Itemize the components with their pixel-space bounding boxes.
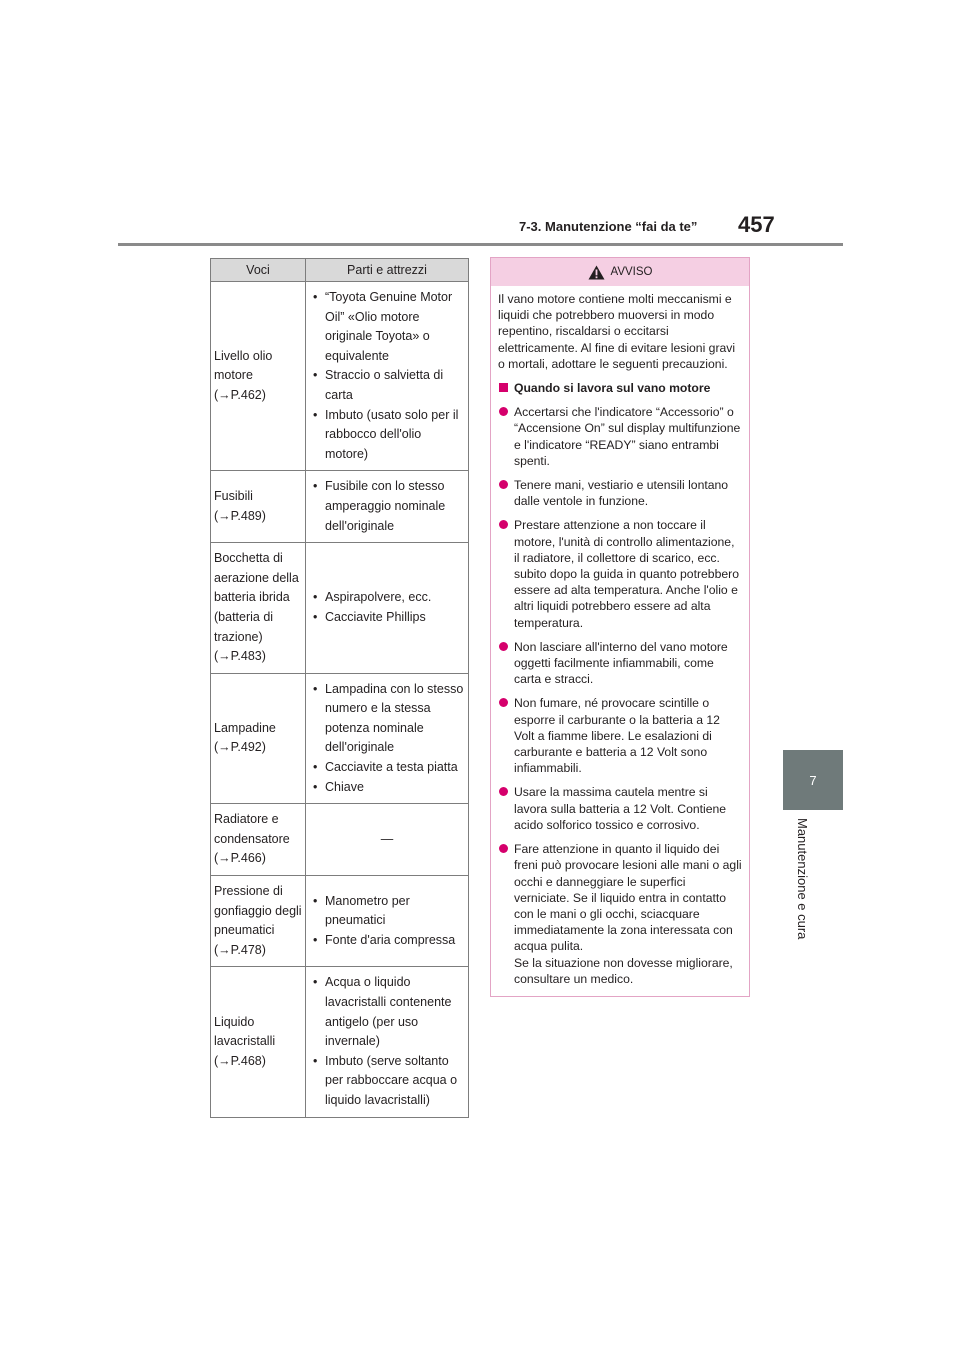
table-row: [211, 673, 469, 804]
warning-box: [490, 257, 750, 997]
header-rule: [118, 243, 843, 246]
page-number: 457: [738, 212, 775, 237]
chapter-title: Manutenzione e cura: [795, 818, 810, 940]
part-item: • “Toyota Genuine Motor Oil” «Olio motore originale Toyota» o equivalente: [309, 288, 465, 366]
row-parts: [306, 673, 469, 804]
chapter-tab: 7: [783, 750, 843, 810]
table-row: [211, 282, 469, 471]
part-item: • Fusibile con lo stesso amperaggio nominale dell'originale: [309, 477, 465, 536]
warning-bullet: [498, 517, 743, 630]
row-parts: [306, 471, 469, 543]
warning-body: [491, 286, 749, 987]
parts-table: [210, 258, 469, 1118]
bullet-text: Non fumare, né provocare scintille o esporre il carburante o la batteria a 12 Volt a fiamme libere. Le esalazioni di carburante e batteria a 12 Volt sono infiammabili.: [514, 696, 720, 776]
column-header-items: Voci: [211, 259, 306, 282]
part-item: • Acqua o liquido lavacristalli contenente antigelo (per uso invernale): [309, 973, 465, 1051]
warning-triangle-icon: [588, 265, 605, 280]
circle-bullet-icon: [499, 480, 508, 489]
part-item: • Manometro per pneumatici: [309, 892, 465, 931]
bullet-text: Usare la massima cautela mentre si lavora sulla batteria a 12 Volt. Contiene acido solforico tossico e corrosivo.: [514, 785, 727, 832]
part-item: • Cacciavite a testa piatta: [309, 758, 465, 778]
circle-bullet-icon: [499, 642, 508, 651]
part-item: • Chiave: [309, 778, 465, 798]
warning-bullet: [498, 841, 743, 987]
bullet-text: Accertarsi che l'indicatore “Accessorio” o “Accensione On” sul display multifunzione e l'indicatore “READY” siano entrambi spenti.: [514, 405, 741, 468]
row-parts: [306, 967, 469, 1117]
column-header-parts: Parti e attrezzi: [306, 259, 469, 282]
warning-bullet: [498, 477, 743, 509]
part-item: • Imbuto (serve soltanto per rabboccare acqua o liquido lavacristalli): [309, 1052, 465, 1111]
table-row: [211, 471, 469, 543]
part-item: • Cacciavite Phillips: [309, 608, 465, 628]
table-row: [211, 804, 469, 876]
row-item: Pressione di gonfiaggio degli pneumatici (→P.478): [211, 876, 306, 967]
bullet-text: Fare attenzione in quanto il liquido dei freni può provocare lesioni alle mani o agli occhi e danneggiare le superfici verniciate. Se il liquido entra in contatto con le mani o gli occhi, sciacquare immediatamente la zona interessata con acqua pulita. Se la situazione non dovesse migliorare, consultare un medico.: [514, 842, 742, 986]
row-parts-none: —: [306, 804, 469, 876]
row-item: Fusibili (→P.489): [211, 471, 306, 543]
warning-bullet: [498, 695, 743, 776]
table-row: [211, 967, 469, 1117]
warning-title: AVVISO: [610, 266, 653, 278]
part-item: • Fonte d'aria compressa: [309, 931, 465, 951]
row-item: Bocchetta di aerazione della batteria ibrida (batteria di trazione) (→P.483): [211, 543, 306, 674]
part-item: • Aspirapolvere, ecc.: [309, 588, 465, 608]
table-header-row: [211, 259, 469, 282]
circle-bullet-icon: [499, 520, 508, 529]
circle-bullet-icon: [499, 787, 508, 796]
table-row: [211, 876, 469, 967]
square-bullet-icon: [499, 383, 508, 392]
section-title: 7-3. Manutenzione “fai da te”: [519, 219, 698, 234]
warning-intro: Il vano motore contiene molti meccanismi e liquidi che potrebbero muoversi in modo repentino, riscaldarsi o eccitarsi elettricamente. Al fine di evitare lesioni gravi o mortali, adottare le seguenti precauzioni.: [498, 292, 736, 371]
warning-subheading: [498, 380, 743, 396]
row-item: Radiatore e condensatore (→P.466): [211, 804, 306, 876]
row-parts: [306, 543, 469, 674]
row-item: Liquido lavacristalli (→P.468): [211, 967, 306, 1117]
circle-bullet-icon: [499, 407, 508, 416]
circle-bullet-icon: [499, 844, 508, 853]
subheading-text: Quando si lavora sul vano motore: [514, 381, 711, 396]
row-item: Lampadine (→P.492): [211, 673, 306, 804]
part-item: • Lampadina con lo stesso numero e la stessa potenza nominale dell'originale: [309, 680, 465, 758]
row-parts: [306, 876, 469, 967]
table-row: [211, 543, 469, 674]
warning-bullet: [498, 639, 743, 688]
warning-bullet: [498, 404, 743, 469]
bullet-text: Non lasciare all'interno del vano motore oggetti facilmente infiammabili, come carta e stracci.: [514, 639, 728, 687]
part-item: • Imbuto (usato solo per il rabbocco dell'olio motore): [309, 406, 465, 465]
bullet-text: Tenere mani, vestiario e utensili lontano dalle ventole in funzione.: [514, 478, 729, 509]
warning-header: [491, 258, 749, 286]
row-item: Livello olio motore (→P.462): [211, 282, 306, 471]
row-parts: [306, 282, 469, 471]
circle-bullet-icon: [499, 698, 508, 707]
bullet-text: Prestare attenzione a non toccare il motore, l'unità di controllo alimentazione, il radiatore, il collettore di scarico, ecc. subito dopo la guida in quanto potrebbero essere ad alta temperatura. Anche l'olio e altri liquidi potrebbero essere ad alta temperatura.: [514, 518, 739, 630]
warning-bullet: [498, 784, 743, 833]
part-item: • Straccio o salvietta di carta: [309, 366, 465, 405]
